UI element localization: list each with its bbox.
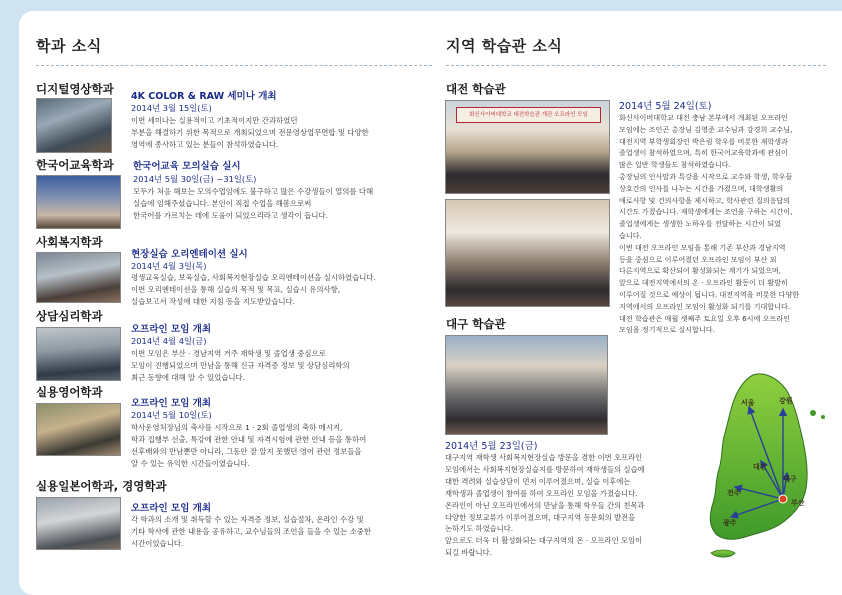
- body-line: 이번 오리엔테이션을 통해 실습의 목적 및 목표, 실습시 유의사항,: [131, 285, 341, 294]
- body-line: 최근 동향에 대해 알 수 있었습니다.: [131, 373, 246, 382]
- body-line: 애로사항 및 건의사항을 제시하고, 학사관련 질의응답의: [619, 195, 791, 205]
- daejeon-photo-group: [445, 100, 610, 194]
- daejeon-date: 2014년 5월 24일(토): [619, 101, 712, 112]
- body-line: 졸업생이 참석하였으며, 특히 한국어교육학과에 관심이: [619, 148, 788, 158]
- body-line: 평생교육실습, 보육실습, 사회복지현장실습 오리엔테이션을 실시하였습니다.: [131, 273, 376, 282]
- post-date-social-welfare: 2014년 4월 3일(목): [131, 261, 207, 271]
- dept-name-japanese-business: 실용일본어학과, 경영학과: [36, 479, 167, 493]
- body-line: 앞으로도 더욱 더 활성화되는 대구지역의 온 · 오프라인 모임이: [445, 536, 643, 546]
- body-line: 알 수 있는 유익한 시간들이였습니다.: [131, 459, 250, 468]
- body-line: 이루어질 것으로 예상이 됩니다. 대전지역을 비롯한 다양한: [619, 289, 800, 299]
- body-line: 졸업생에게는 생생한 노하우를 전달하는 시간이 되었: [619, 219, 782, 229]
- post-body-practical-english: [131, 422, 431, 470]
- body-line: 실습보고서 작성에 대한 지침 등을 지도받았습니다.: [131, 297, 296, 306]
- left-section-title: 학과 소식: [36, 37, 102, 55]
- daegu-center-title: 대구 학습관: [446, 317, 506, 331]
- city-label-gangwon: 강원: [779, 397, 793, 405]
- dept-name-social-welfare: 사회복지학과: [36, 235, 103, 249]
- korea-map: [691, 369, 839, 565]
- dept-name-digital-video: 디지털영상학과: [36, 82, 114, 96]
- post-body-digital-video: [131, 115, 431, 151]
- newsletter-page: [19, 11, 842, 595]
- body-line: 모임에는 조인곤 총장님 김영준 교수님과 강경희 교수님,: [619, 124, 793, 134]
- body-line: 많은 일반 학생들도 참석하였습니다.: [619, 160, 731, 170]
- dept-name-korean-education: 한국어교육학과: [36, 158, 114, 172]
- body-line: 모임이 진행되었으며 만남을 통해 신규 자격증 정보 및 상담심리학의: [131, 361, 350, 370]
- body-line: 다양한 정보교류가 이루어졌으며, 대구지역 동문회의 발전을: [445, 512, 636, 522]
- post-date-counseling-psychology: 2014년 4월 4일(금): [131, 336, 207, 346]
- daejeon-body: [619, 112, 829, 336]
- body-line: 대구지역 재학생 사회복지현장실습 방문을 겸한 이번 오프라인: [445, 453, 643, 462]
- dokdo-dot: [821, 415, 825, 419]
- dept-photo-social-welfare: [36, 252, 121, 303]
- body-line: 온라인이 아닌 오프라인에서의 만남을 통해 학우들 간의 친목과: [445, 500, 645, 510]
- body-line: 지역에서의 오프라인 모임이 활성화 되기를 기대합니다.: [619, 301, 791, 311]
- ulleungdo-dot: [810, 410, 816, 416]
- body-line: 한국어를 가르치는 데에 도움이 되었으리라고 생각이 듭니다.: [133, 211, 328, 220]
- post-title-japanese-business: 오프라인 모임 개최: [131, 503, 212, 514]
- body-line: 상호간의 인사를 나누는 시간을 가졌으며, 대학생활의: [619, 183, 784, 193]
- body-line: 등을 중심으로 이루어졌던 오프라인 모임이 부산 외: [619, 254, 777, 264]
- body-line: 각 학과의 소개 및 취득할 수 있는 자격증 정보, 실습절차, 온라인 수강 및: [131, 515, 364, 524]
- body-line: 논하기도 하였습니다.: [445, 524, 514, 534]
- body-line: 총장님의 인사말과 특강을 시작으로 교수와 학생, 학우들: [619, 171, 793, 181]
- post-title-counseling-psychology: 오프라인 모임 개최: [131, 324, 212, 335]
- body-line: 영역에 종사하고 있는 분들이 참석하였습니다.: [131, 140, 279, 149]
- post-body-korean-education: [133, 186, 433, 222]
- right-title-divider: [446, 65, 826, 66]
- post-date-korean-education: 2014년 5월 30일(금) ~31일(토): [133, 174, 257, 184]
- body-line: 부분을 해결하기 위한 목적으로 개최되었으며 전문영상업무면합 및 다양한: [131, 128, 369, 137]
- body-line: 실습에 임해주셨습니다. 본인이 직접 수업을 해봄으로써: [133, 199, 312, 208]
- body-line: 선후배와의 만남뿐만 아니라, 그동안 잘 알지 못했던 영어 관련 정보들을: [131, 447, 362, 456]
- dept-name-practical-english: 실용영어학과: [36, 385, 103, 399]
- daejeon-photo-meeting: [445, 199, 610, 307]
- city-label-seoul: 서울: [741, 399, 755, 407]
- body-line: 학과 집행부 선출, 특강에 관한 안내 및 자격시험에 관한 안내 등을 통하여: [131, 435, 367, 444]
- dept-name-counseling-psychology: 상담심리학과: [36, 309, 103, 323]
- body-line: 대전지역 부학생회장인 박은림 학우를 비롯한 재학생과: [619, 136, 788, 146]
- body-line: 학사운영처장님의 축사를 시작으로 1 · 2회 졸업생의 축하 메시지,: [131, 423, 343, 432]
- right-section-title: 지역 학습관 소식: [446, 37, 563, 55]
- body-line: 이번 모임은 부산 · 경남지역 거주 재학생 및 졸업생 중심으로: [131, 349, 326, 358]
- city-label-gwangju: 광주: [723, 519, 737, 527]
- city-label-jeonju: 전주: [727, 489, 741, 497]
- post-title-social-welfare: 현장실습 오리엔테이션 실시: [131, 249, 248, 260]
- body-line: 모두가 처음 해보는 모의수업임에도 불구하고 많은 수강생들이 열의를 다해: [133, 187, 374, 196]
- dept-photo-korean-education: [36, 175, 121, 229]
- body-line: 화신사이버대학교 대전 충남 본부에서 개최된 오프라인: [619, 113, 788, 122]
- post-body-counseling-psychology: [131, 348, 431, 384]
- post-title-digital-video: 4K COLOR & RAW 세미나 개최: [131, 91, 277, 102]
- daegu-body: [445, 452, 707, 559]
- post-body-japanese-business: [131, 514, 431, 550]
- body-line: 습니다.: [619, 230, 642, 240]
- post-title-korean-education: 한국어교육 모의실습 실시: [133, 161, 241, 172]
- busan-marker: [779, 495, 787, 503]
- body-line: 모임을 정기적으로 실시합니다.: [619, 325, 715, 335]
- body-line: 대전 학습관은 매월 셋째주 토요일 오후 6시에 오프라인: [619, 313, 791, 323]
- post-date-practical-english: 2014년 5월 10일(토): [131, 410, 212, 420]
- body-line: 시간도 가졌습니다. 재학생에게는 조언을 구하는 시간이,: [619, 207, 793, 217]
- body-line: 이번 대전 오프라인 모임을 통해 기존 부산과 경남지역: [619, 242, 786, 252]
- daejeon-photo-banner: 화신사이버대학교 대전학습관 개관 오프라인 모임: [456, 107, 601, 123]
- post-body-social-welfare: [131, 272, 431, 308]
- post-title-practical-english: 오프라인 모임 개최: [131, 398, 212, 409]
- city-label-busan: 부산: [791, 499, 805, 507]
- body-line: 되길 바랍니다.: [445, 548, 492, 558]
- dept-photo-digital-video: [36, 98, 112, 153]
- korea-peninsula-shape: [710, 374, 807, 539]
- dept-photo-practical-english: [36, 403, 121, 456]
- left-title-divider: [36, 65, 432, 66]
- jeju-island-shape: [711, 550, 735, 557]
- body-line: 앞으로 대전지역에서의 온 · 오프라인 활동이 더 활발히: [619, 278, 788, 288]
- body-line: 기타 학사에 관한 내용을 공유하고, 교수님들의 조언을 들을 수 있는 소중한: [131, 527, 372, 536]
- city-label-daejeon: 대전: [753, 463, 767, 471]
- daegu-date: 2014년 5월 23일(금): [445, 441, 538, 452]
- city-label-daegu: 대구: [783, 475, 797, 483]
- dept-photo-japanese-business: [36, 497, 121, 550]
- daegu-photo-group: [445, 335, 608, 435]
- body-line: 모임에서는 사회복지현장실습지를 방문하여 재학생들의 실습에: [445, 464, 645, 474]
- daejeon-center-title: 대전 학습관: [446, 82, 506, 96]
- body-line: 재학생과 졸업생이 참여를 하여 오프라인 모임을 가졌습니다.: [445, 488, 638, 498]
- body-line: 다른지역으로 확산되어 활성화되는 계기가 되었으며,: [619, 266, 782, 276]
- body-line: 시간이었습니다.: [131, 539, 184, 548]
- post-date-digital-video: 2014년 3월 15일(토): [131, 103, 212, 113]
- dept-photo-counseling-psychology: [36, 327, 121, 381]
- body-line: 대한 격려와 실습상담이 먼저 이루어졌으며, 실습 이후에는: [445, 476, 631, 486]
- body-line: 이번 세미나는 실용적이고 기초적이지만 간과하였던: [131, 116, 298, 125]
